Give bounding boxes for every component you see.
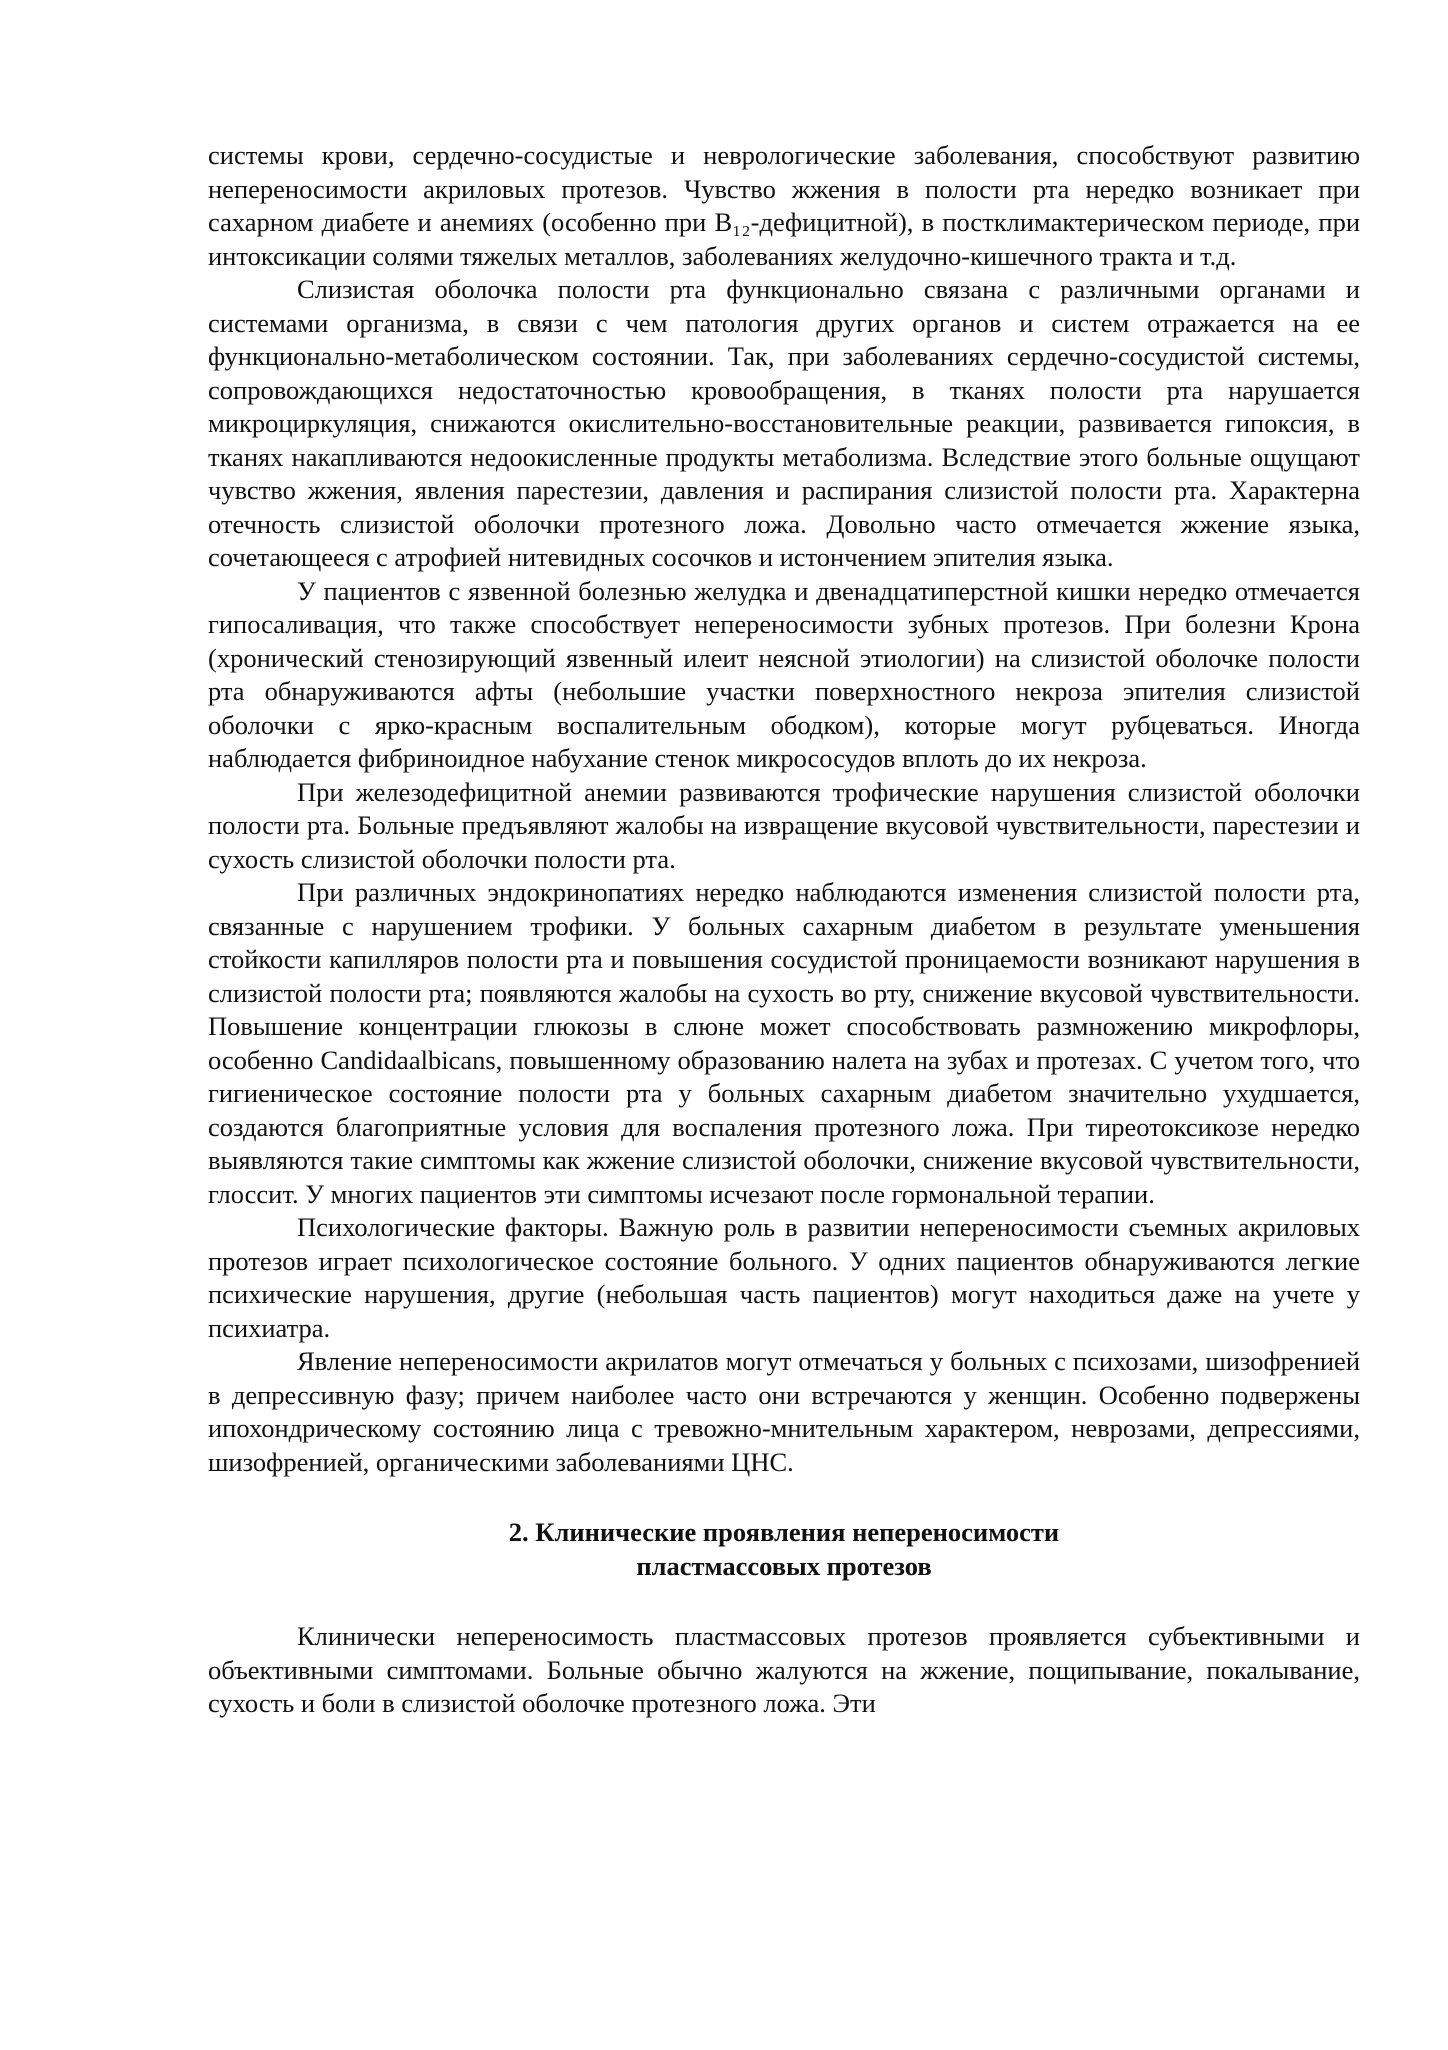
paragraph-7: Явление непереносимости акрилатов могут отмечаться у больных с психозами, шизофренией в депрессивную фазу; причем наиболее часто они встречаются у женщин. Особенно подвержены ипохондрическому состоянию лица с тревожно-мнительным характером, неврозами, депрессиями, шизофренией, органическими заболеваниями ЦНС. [208,1346,1360,1477]
paragraph-3: У пациентов с язвенной болезнью желудка и двенадцатиперстной кишки нередко отмечается гипосаливация, что также способствует непереносимости зубных протезов. При болезни Крона (хронический стенозирующий язвенный илеит неясной этиологии) на слизистой оболочке полости рта обнаруживаются афты (небольшие участки поверхностного некроза эпителия слизистой оболочки с ярко-красным воспалительным ободком), которые могут рубцеваться. Иногда наблюдается фибриноидное набухание стенок микрососудов вплоть до их некроза. [208,575,1360,773]
paragraph-4: При железодефицитной анемии развиваются трофические нарушения слизистой оболочки полости рта. Больные предъявляют жалобы на извращение вкусовой чувствительности, парестезии и сухость слизистой оболочки полости рта. [208,776,1360,874]
paragraph-6: Психологические факторы. Важную роль в развитии непереносимости съемных акриловых протезов играет психологическое состояние больного. У одних пациентов обнаруживаются легкие психические нарушения, другие (небольшая часть пациентов) могут находиться даже на учете у психиатра. [208,1212,1360,1343]
paragraph-2: Слизистая оболочка полости рта функционально связана с различными органами и системами организма, в связи с чем патология других органов и систем отражается на ее функционально-метаболическом состоянии. Так, при заболеваниях сердечно-сосудистой системы, сопровождающихся недостаточностью кровообращения, в тканях полости рта нарушается микроциркуляция, снижаются окислительно-восстановительные реакции, развивается гипоксия, в тканях накапливаются недоокисленные продукты метаболизма. Вследствие этого больные ощущают чувство жжения, явления парестезии, давления и распирания слизистой полости рта. Характерна отечность слизистой оболочки протезного ложа. Довольно часто отмечается жжение языка, сочетающееся с атрофией нитевидных сосочков и истончением эпителия языка. [208,274,1360,572]
document-page [208,139,1360,1721]
section-heading [208,1516,1360,1583]
section-paragraph-1: Клинически непереносимость пластмассовых протезов проявляется субъективными и объективными симптомами. Больные обычно жалуются на жжение, пощипывание, покалывание, сухость и боли в слизистой оболочке протезного ложа. Эти [208,1621,1360,1718]
section-heading-line-2: пластмассовых протезов [636,1550,932,1581]
paragraph-1: системы крови, сердечно-сосудистые и неврологические заболевания, способствуют развитию непереносимости акриловых протезов. Чувство жжения в полости рта нередко возникает при сахарном диабете и анемиях (особенно при B₁₂-дефицитной), в постклимактерическом периоде, при интоксикации солями тяжелых металлов, заболеваниях желудочно-кишечного тракта и т.д. [208,140,1360,271]
paragraph-5: При различных эндокринопатиях нередко наблюдаются изменения слизистой полости рта, связанные с нарушением трофики. У больных сахарным диабетом в результате уменьшения стойкости капилляров полости рта и повышения сосудистой проницаемости возникают нарушения в слизистой полости рта; появляются жалобы на сухость во рту, снижение вкусовой чувствительности. Повышение концентрации глюкозы в слюне может способствовать размножению микрофлоры, особенно Candidaalbicans, повышенному образованию налета на зубах и протезах. С учетом того, что гигиеническое состояние полости рта у больных сахарным диабетом значительно ухудшается, создаются благоприятные условия для воспаления протезного ложа. При тиреотоксикозе нередко выявляются такие симптомы как жжение слизистой оболочки, снижение вкусовой чувствительности, глоссит. У многих пациентов эти симптомы исчезают после гормональной терапии. [208,877,1360,1209]
section-heading-line-1: 2. Клинические проявления непереносимости [508,1517,1060,1547]
